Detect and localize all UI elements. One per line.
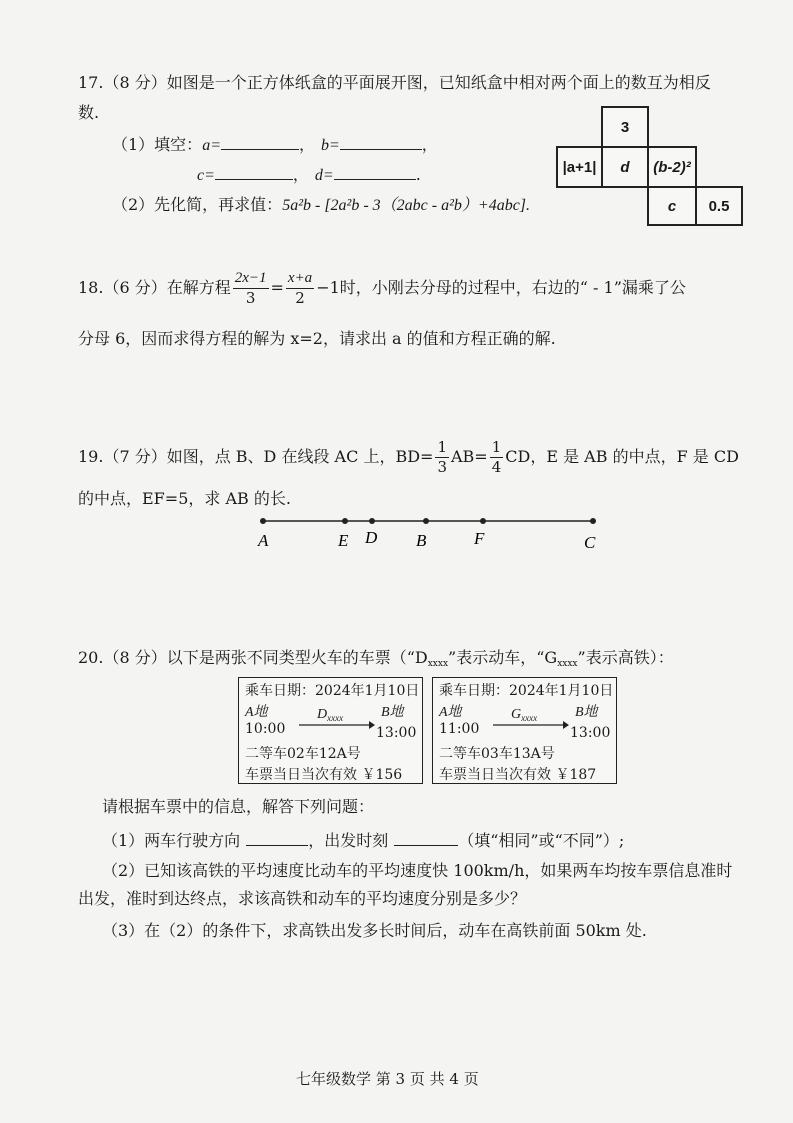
- q17-line1: 17.（8 分）如图是一个正方体纸盒的平面展开图，已知纸盒中相对两个面上的数互为相反: [78, 73, 711, 92]
- net-face-mid-right: (b-2)²: [647, 146, 697, 188]
- q19-suffix: CD，E 是 AB 的中点，F 是 CD: [505, 447, 739, 466]
- q18-frac1-denominator: 3: [245, 289, 256, 307]
- q19-prefix: 19.（7 分）如图，点 B、D 在线段 AC 上，BD=: [78, 447, 434, 466]
- ticket-train-sub: xxxx: [521, 713, 538, 723]
- ticket-to: B地: [575, 705, 598, 720]
- segment-diagram: [250, 510, 610, 555]
- ticket-times-row: [439, 723, 610, 744]
- q20-sub-g: xxxx: [557, 659, 578, 669]
- net-face-bottom-right: 0.5: [695, 186, 743, 226]
- point-a-label: A: [258, 531, 269, 550]
- point-d-dot: [369, 518, 375, 524]
- q20-line1: [78, 645, 674, 669]
- ticket-emu: [238, 677, 423, 784]
- q17-part1-row1: [112, 132, 438, 155]
- ticket-seat: 二等车03车13A号: [439, 746, 555, 762]
- q17-var-a: a=: [202, 137, 221, 154]
- ticket-validity: 车票当日当次有效 ￥187: [439, 767, 597, 783]
- q18-fraction-1: [233, 271, 269, 306]
- q18-equals: =: [270, 278, 284, 297]
- q17-blank-a: [221, 148, 299, 150]
- q17-part2: [112, 192, 530, 215]
- q20-part1-a: （1）两车行驶方向: [102, 831, 241, 850]
- q17-comma: ，: [292, 165, 309, 184]
- q20-part3: （3）在（2）的条件下，求高铁出发多长时间后，动车在高铁前面 50km 处.: [102, 921, 647, 940]
- q18-prefix: 18.（6 分）在解方程: [78, 278, 231, 297]
- q20-line1-end: ”表示高铁）：: [577, 648, 674, 667]
- ticket-depart-time: 10:00: [245, 721, 286, 737]
- ticket-from: A地: [439, 705, 462, 720]
- q19-fraction-2: [490, 440, 504, 475]
- ticket-depart-time: 11:00: [439, 721, 480, 737]
- q17-part1-row2: [197, 162, 421, 185]
- q18-frac2-numerator: x+a: [286, 271, 314, 289]
- q17-period: .: [415, 165, 421, 184]
- q17-comma: ，: [421, 135, 438, 154]
- q20-part1-c: （填“相同”或“不同”）;: [458, 831, 625, 850]
- ticket-to: B地: [381, 705, 404, 720]
- point-b-dot: [423, 518, 429, 524]
- q18-frac2-denominator: 2: [295, 289, 305, 307]
- ticket-seat: 二等车02车12A号: [245, 746, 361, 762]
- net-face-top: 3: [601, 106, 649, 148]
- ticket-arrive-time: 13:00: [570, 725, 611, 741]
- ticket-train-letter: D: [317, 707, 328, 722]
- ticket-from: A地: [245, 705, 268, 720]
- point-e-dot: [342, 518, 348, 524]
- q17-blank-d: [334, 178, 416, 180]
- q20-blank-time: [394, 844, 458, 846]
- ticket-date: 乘车日期：2024年1月10日: [245, 683, 420, 699]
- q18-line2: 分母 6，因而求得方程的解为 x=2，请求出 a 的值和方程正确的解.: [78, 329, 556, 348]
- point-f-dot: [480, 518, 486, 524]
- q20-part1: [102, 828, 624, 851]
- net-face-bottom-left: c: [647, 186, 697, 226]
- point-c-label: C: [584, 533, 596, 552]
- q18-frac1-numerator: 2x−1: [233, 271, 269, 289]
- point-a-dot: [260, 518, 266, 524]
- point-f-label: F: [474, 529, 485, 548]
- point-d-label: D: [365, 528, 378, 547]
- point-e-label: E: [338, 531, 349, 550]
- q17-blank-b: [340, 148, 422, 150]
- ticket-train-letter: G: [511, 707, 522, 722]
- q20-line1-mid: ”表示动车，“G: [448, 648, 558, 667]
- net-face-mid-center: d: [601, 146, 649, 188]
- point-c-dot: [590, 518, 596, 524]
- q20-part2-line1: （2）已知该高铁的平均速度比动车的平均速度快 100km/h，如果两车均按车票信息准时: [102, 861, 733, 880]
- q17-part2-prefix: （2）先化简，再求值：: [112, 195, 283, 214]
- q18-suffix: 时，小刚去分母的过程中，右边的“ - 1”漏乘了公: [339, 278, 686, 297]
- q17-var-c: c=: [197, 167, 215, 184]
- ticket-highspeed: [432, 677, 617, 784]
- page-footer: 七年级数学 第 3 页 共 4 页: [296, 1070, 479, 1088]
- q20-intro: 请根据车票中的信息，解答下列问题：: [102, 797, 375, 816]
- q20-part1-b: ，出发时刻: [308, 831, 389, 850]
- q19-line2: 的中点，EF=5，求 AB 的长.: [78, 489, 291, 508]
- ticket-date: 乘车日期：2024年1月10日: [439, 683, 614, 699]
- ticket-times-row: [245, 723, 416, 744]
- q19-fraction-1: [435, 440, 449, 475]
- q17-comma: ，: [298, 135, 315, 154]
- q20-sub-d: xxxx: [427, 659, 449, 669]
- q17-line2: 数.: [78, 103, 100, 122]
- q18-line1: [78, 271, 686, 306]
- q19-frac2-numerator: 1: [491, 438, 502, 456]
- q19-frac2-denominator: 4: [491, 458, 502, 476]
- ticket-validity: 车票当日当次有效 ￥156: [245, 767, 403, 783]
- q18-minus-one: −1: [316, 278, 340, 297]
- q19-line1: [78, 440, 739, 475]
- q17-part1-label: （1）填空：: [112, 135, 203, 154]
- q19-frac1-denominator: 3: [437, 458, 447, 476]
- q20-part2-line2: 出发，准时到达终点，求该高铁和动车的平均速度分别是多少？: [78, 889, 527, 908]
- q20-line1-start: 20.（8 分）以下是两张不同类型火车的车票（“D: [78, 648, 428, 667]
- q17-var-b: b=: [321, 137, 340, 154]
- q18-fraction-2: [286, 271, 314, 306]
- net-face-mid-left: |a+1|: [556, 146, 603, 188]
- point-b-label: B: [416, 531, 427, 550]
- ticket-train-sub: xxxx: [327, 713, 344, 723]
- q19-mid: AB=: [450, 447, 488, 466]
- ticket-arrive-time: 13:00: [376, 725, 417, 741]
- q20-blank-direction: [246, 844, 308, 846]
- q17-var-d: d=: [314, 167, 334, 184]
- q17-blank-c: [215, 178, 293, 180]
- q19-frac1-numerator: 1: [437, 438, 447, 456]
- q17-part2-expression: 5a²b - [2a²b - 3（2abc - a²b）+4abc].: [282, 197, 531, 214]
